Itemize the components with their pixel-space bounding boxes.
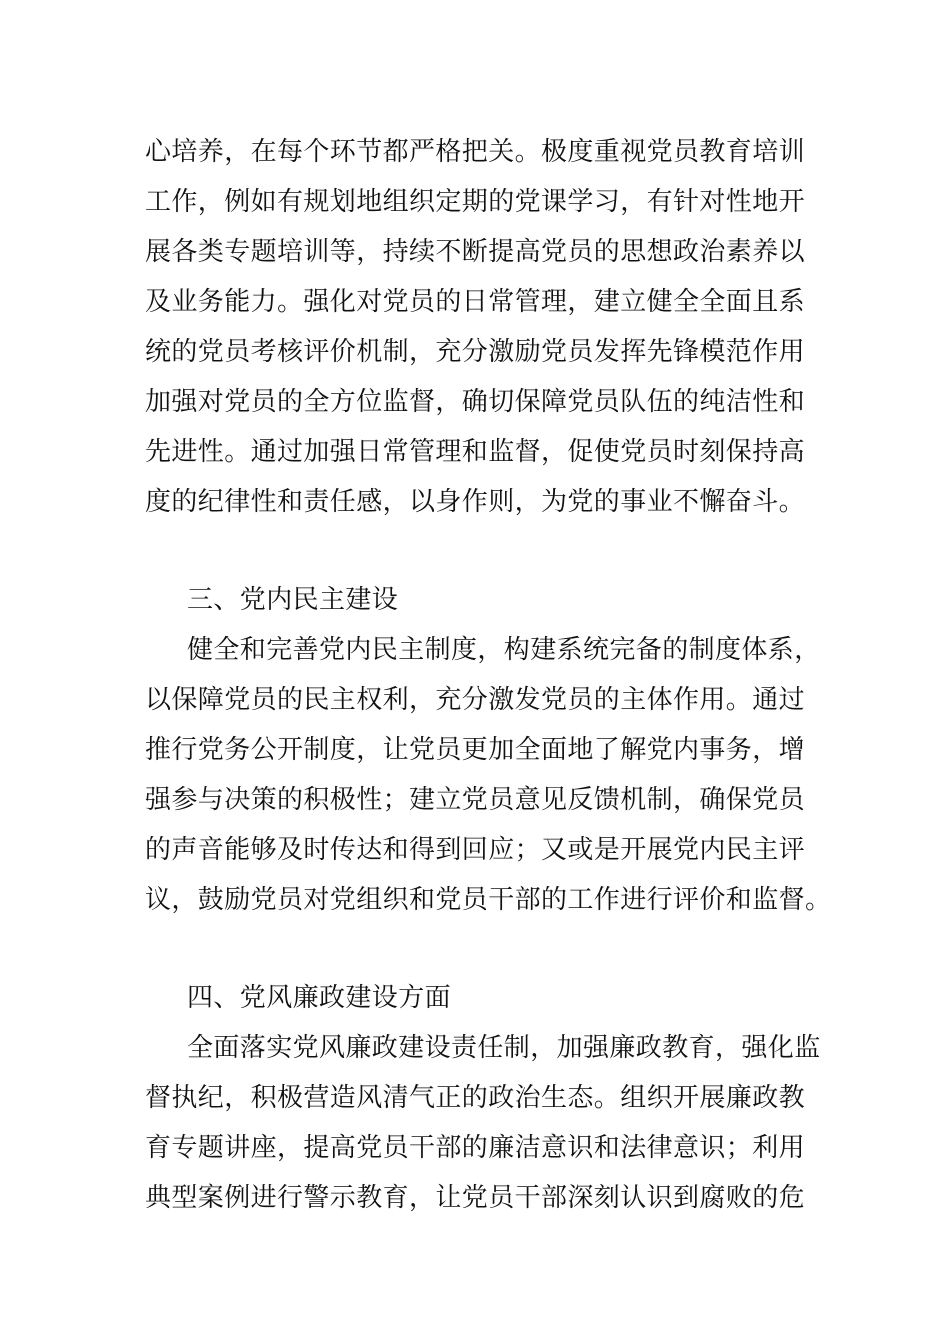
paragraph-line: 议，鼓励党员对党组织和党员干部的工作进行评价和监督。: [145, 885, 832, 915]
paragraph-line: 育专题讲座，提高党员干部的廉洁意识和法律意识；利用: [145, 1133, 806, 1163]
paragraph-line: 全面落实党风廉政建设责任制，加强廉政教育，强化监: [187, 1033, 821, 1063]
paragraph-line: 健全和完善党内民主制度，构建系统完备的制度体系，: [187, 635, 821, 665]
paragraph-line: 推行党务公开制度，让党员更加全面地了解党内事务，增: [145, 735, 806, 765]
paragraph-line: 的声音能够及时传达和得到回应；又或是开展党内民主评: [145, 835, 806, 865]
paragraph-line: 展各类专题培训等，持续不断提高党员的思想政治素养以: [145, 237, 806, 267]
paragraph-line: 工作，例如有规划地组织定期的党课学习，有针对性地开: [145, 187, 806, 217]
paragraph-line: 强参与决策的积极性；建立党员意见反馈机制，确保党员: [145, 785, 806, 815]
paragraph-line: 以保障党员的民主权利，充分激发党员的主体作用。通过: [145, 685, 806, 715]
paragraph-line: 典型案例进行警示教育，让党员干部深刻认识到腐败的危: [145, 1183, 806, 1213]
section-heading: 四、党风廉政建设方面: [187, 983, 452, 1013]
paragraph-line: 心培养，在每个环节都严格把关。极度重视党员教育培训: [145, 137, 806, 167]
section-heading: 三、党内民主建设: [187, 585, 399, 615]
paragraph-line: 及业务能力。强化对党员的日常管理，建立健全全面且系: [145, 287, 806, 317]
paragraph-line: 先进性。通过加强日常管理和监督，促使党员时刻保持高: [145, 437, 806, 467]
paragraph-line: 度的纪律性和责任感，以身作则，为党的事业不懈奋斗。: [145, 487, 806, 517]
paragraph-line: 加强对党员的全方位监督，确切保障党员队伍的纯洁性和: [145, 387, 806, 417]
paragraph-line: 统的党员考核评价机制，充分激励党员发挥先锋模范作用: [145, 337, 806, 367]
paragraph-line: 督执纪，积极营造风清气正的政治生态。组织开展廉政教: [145, 1083, 806, 1113]
